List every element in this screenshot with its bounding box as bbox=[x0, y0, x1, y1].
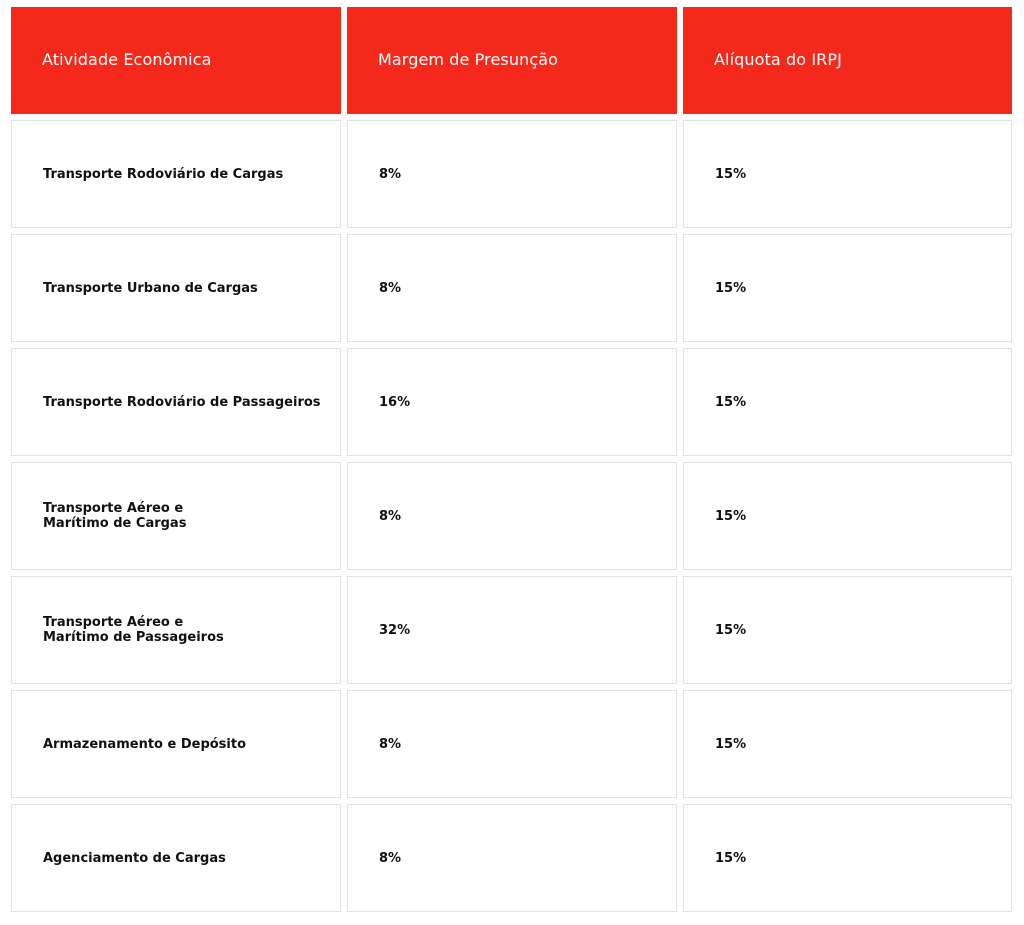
cell-text: 15% bbox=[715, 736, 747, 752]
cell-text: 8% bbox=[379, 280, 402, 296]
table-cell-activity bbox=[11, 690, 341, 798]
cell-text: Transporte Aéreo e Marítimo de Passageiros bbox=[43, 615, 224, 645]
header-margem: Margem de Presunção bbox=[347, 7, 677, 114]
irpj-table bbox=[11, 7, 1012, 912]
table-cell-rate bbox=[683, 576, 1012, 684]
cell-text: 15% bbox=[715, 394, 747, 410]
cell-text: 15% bbox=[715, 280, 747, 296]
cell-text: Armazenamento e Depósito bbox=[43, 736, 247, 752]
table-cell-activity bbox=[11, 576, 341, 684]
cell-text: 8% bbox=[379, 508, 402, 524]
cell-text: 16% bbox=[379, 394, 411, 410]
cell-text: 8% bbox=[379, 736, 402, 752]
table-cell-margin bbox=[347, 690, 677, 798]
table-cell-activity bbox=[11, 120, 341, 228]
cell-text: Agenciamento de Cargas bbox=[43, 850, 226, 866]
cell-text: 15% bbox=[715, 508, 747, 524]
table-cell-margin bbox=[347, 120, 677, 228]
table-cell-rate bbox=[683, 690, 1012, 798]
cell-text: 15% bbox=[715, 622, 747, 638]
cell-text: 8% bbox=[379, 166, 402, 182]
table-cell-rate bbox=[683, 120, 1012, 228]
table-cell-margin bbox=[347, 234, 677, 342]
table-cell-margin bbox=[347, 576, 677, 684]
table-cell-rate bbox=[683, 804, 1012, 912]
table-cell-margin bbox=[347, 804, 677, 912]
cell-text: Transporte Aéreo e Marítimo de Cargas bbox=[43, 501, 187, 531]
cell-text: 15% bbox=[715, 850, 747, 866]
cell-text: Transporte Urbano de Cargas bbox=[43, 280, 258, 296]
table-cell-activity bbox=[11, 234, 341, 342]
table-cell-activity bbox=[11, 348, 341, 456]
table-cell-activity bbox=[11, 804, 341, 912]
table-cell-margin bbox=[347, 348, 677, 456]
header-aliquota: Alíquota do IRPJ bbox=[683, 7, 1012, 114]
table-cell-rate bbox=[683, 462, 1012, 570]
table-cell-activity bbox=[11, 462, 341, 570]
cell-text: 15% bbox=[715, 166, 747, 182]
cell-text: 8% bbox=[379, 850, 402, 866]
header-atividade: Atividade Econômica bbox=[11, 7, 341, 114]
cell-text: Transporte Rodoviário de Passageiros bbox=[43, 394, 321, 410]
table-cell-rate bbox=[683, 348, 1012, 456]
table-cell-rate bbox=[683, 234, 1012, 342]
cell-text: 32% bbox=[379, 622, 411, 638]
table-cell-margin bbox=[347, 462, 677, 570]
cell-text: Transporte Rodoviário de Cargas bbox=[43, 166, 284, 182]
